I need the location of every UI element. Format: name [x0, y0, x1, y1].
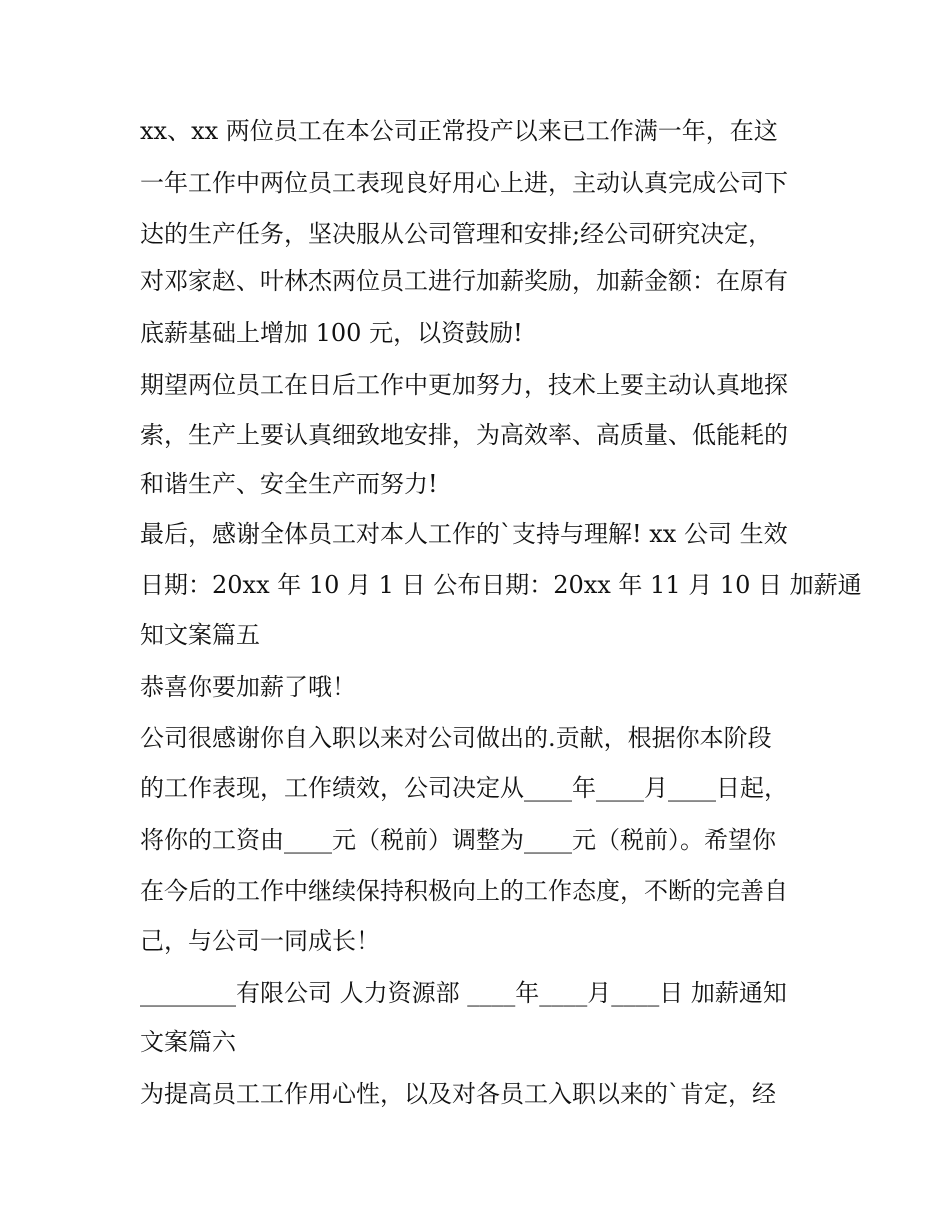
text-line: 公司很感谢你自入职以来对公司做出的.贡献，根据你本阶段 [140, 724, 772, 752]
text-line: 期望两位员工在日后工作中更加努力，技术上要主动认真地探 [140, 371, 788, 399]
text-line: 达的生产任务，坚决服从公司管理和安排;经公司研究决定， [140, 220, 773, 248]
text-line: 最后，感谢全体员工对本人工作的`支持与理解! xx 公司 生效 [140, 520, 788, 548]
text-line: 底薪基础上增加 100 元，以资鼓励! [140, 319, 523, 347]
text-line: 一年工作中两位员工表现良好用心上进，主动认真完成公司下 [140, 169, 788, 197]
text-line: ________有限公司 人力资源部 ____年____月____日 加薪通知 [140, 979, 787, 1007]
text-line: 日期：20xx 年 10 月 1 日 公布日期：20xx 年 11 月 10 日 加薪通 [140, 571, 862, 599]
text-line: 己，与公司一同成长！ [140, 927, 380, 955]
text-line: 索，生产上要认真细致地安排，为高效率、高质量、低能耗的 [140, 421, 788, 449]
text-line: 知文案篇五 [140, 621, 260, 649]
text-line: 为提高员工工作用心性，以及对各员工入职以来的`肯定，经 [140, 1080, 776, 1108]
text-line: 和谐生产、安全生产而努力! [140, 470, 438, 498]
text-line: 将你的工资由____元（税前）调整为____元（税前）。希望你 [140, 826, 776, 854]
text-line: 文案篇六 [140, 1028, 236, 1056]
text-line: 在今后的工作中继续保持积极向上的工作态度，不断的完善自 [140, 877, 788, 905]
text-line: xx、xx 两位员工在本公司正常投产以来已工作满一年，在这 [140, 117, 778, 145]
text-line: 恭喜你要加薪了哦！ [140, 673, 356, 701]
text-line: 的工作表现，工作绩效，公司决定从____年____月____日起， [140, 774, 788, 802]
text-line: 对邓家赵、叶林杰两位员工进行加薪奖励，加薪金额：在原有 [140, 267, 788, 295]
